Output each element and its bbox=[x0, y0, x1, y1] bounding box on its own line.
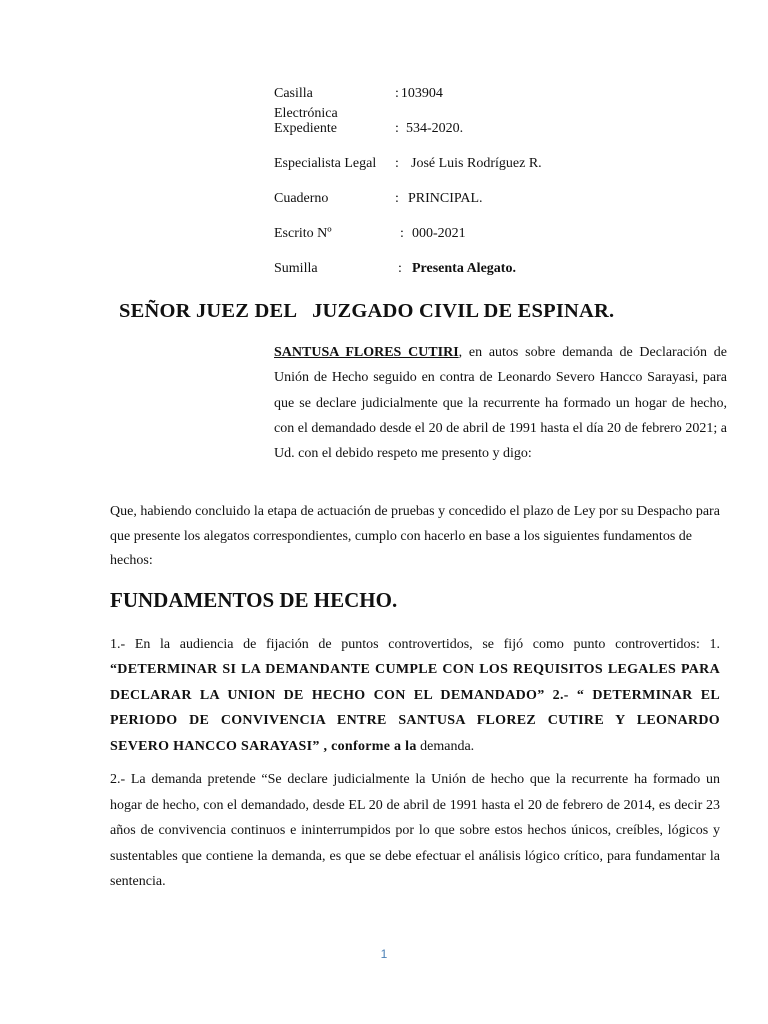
point-1-bold: “DETERMINAR SI LA DEMANDANTE CUMPLE CON LOS REQUISITOS LEGALES PARA DECLARAR LA UNION DE HECHO CON EL DEMANDADO” 2.- “ DETERMINAR EL PERIODO DE CONVIVENCIA ENTRE SANTUSA FLOREZ CUTIRE Y LEONARDO SEVERO HANCCO SARAYASI” , conforme a la bbox=[110, 662, 720, 754]
section-title: FUNDAMENTOS DE HECHO. bbox=[110, 588, 398, 612]
header-row-especialista bbox=[274, 154, 542, 189]
header-separator: : bbox=[395, 86, 399, 101]
header-row-cuaderno bbox=[274, 189, 542, 224]
header-label: Sumilla bbox=[274, 261, 318, 276]
header-separator: : bbox=[395, 156, 399, 171]
header-label: Escrito Nº bbox=[274, 226, 332, 241]
document-title: SEÑOR JUEZ DEL JUZGADO CIVIL DE ESPINAR. bbox=[119, 300, 615, 322]
header-value: PRINCIPAL. bbox=[408, 191, 483, 206]
header-separator: : bbox=[395, 121, 399, 136]
header-value: Presenta Alegato. bbox=[412, 261, 516, 276]
point-2-paragraph: 2.- La demanda pretende “Se declare judicialmente la Unión de hecho que la recurrente ha formado un hogar de hecho, con el demandado, desde EL 20 de abril de 1991 hasta el 20 de febrero de 2014, es decir 23 años de convivencia continuos e ininterrumpidos por lo que sobre estos hechos únicos, creíbles, lógicos y sustentables que contiene la demanda, es que se debe efectuar el análisis lógico crítico, para fundamentar la sentencia. bbox=[110, 772, 720, 889]
header-label: Especialista Legal bbox=[274, 156, 377, 171]
point-1-lead: 1.- En la audiencia de fijación de puntos controvertidos, se fijó como punto controvertidos: 1. bbox=[110, 637, 720, 652]
header-separator: : bbox=[395, 191, 399, 206]
header-value: 103904 bbox=[400, 86, 443, 101]
header-value: 000-2021 bbox=[412, 226, 466, 241]
plaintiff-name: SANTUSA FLORES CUTIRI bbox=[274, 345, 459, 360]
header-value: 534-2020. bbox=[406, 121, 464, 136]
header-separator: : bbox=[398, 261, 402, 276]
point-1-tail: demanda. bbox=[416, 738, 475, 754]
header-row-casilla: Casilla Electrónica : 103904 bbox=[274, 86, 443, 121]
page-number: 1 bbox=[380, 947, 388, 961]
header-value: José Luis Rodríguez R. bbox=[411, 156, 542, 171]
intro-paragraph bbox=[274, 340, 727, 466]
header-separator: : bbox=[400, 226, 404, 241]
header-row-escrito bbox=[274, 224, 542, 259]
point-1-paragraph bbox=[110, 632, 720, 759]
header-row-sumilla bbox=[274, 259, 542, 294]
header-row-expediente bbox=[274, 119, 542, 154]
header-label: Expediente bbox=[274, 121, 337, 136]
case-header bbox=[274, 84, 542, 294]
header-label: Cuaderno bbox=[274, 191, 329, 206]
intro-text: , en autos sobre demanda de Declaración de Unión de Hecho seguido en contra de Leonardo Severo Hancco Sarayasi, para que se declare judicialmente que la recurrente ha formado un hogar de hecho, con el demandado desde el 20 de abril de 1991 hasta el día 20 de febrero 2021; a Ud. con el debido respeto me presento y digo: bbox=[274, 345, 727, 462]
opening-paragraph: Que, habiendo concluido la etapa de actuación de pruebas y concedido el plazo de Ley por su Despacho para que presente los alegatos correspondientes, cumplo con hacerlo en base a los siguientes fundamentos de hechos: bbox=[110, 504, 720, 568]
